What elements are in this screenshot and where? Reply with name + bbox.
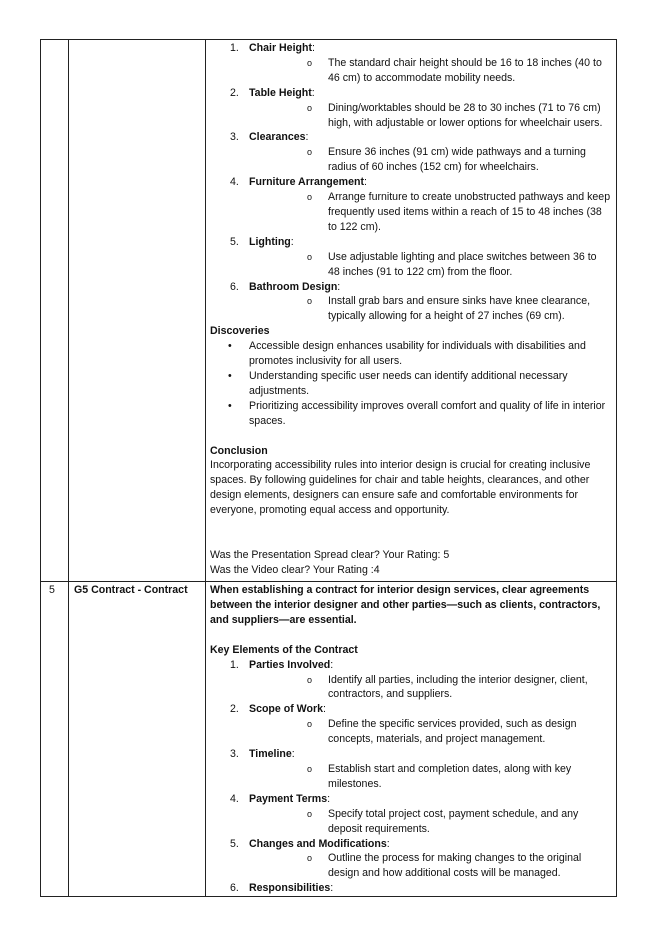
list-item: o Use adjustable lighting and place switches between 36 to 48 inches (91 to 122 cm) from the floor. [307,250,597,278]
discoveries-heading: Discoveries [210,325,270,338]
list-item: 2. Scope of Work: o Define the specific services provided, such as design concepts, materials, and project management. [210,702,611,747]
key-elements-heading: Key Elements of the Contract [210,643,358,656]
circle-bullet-icon: o [307,251,313,262]
list-item: 2. Table Height: o Dining/worktables should be 28 to 30 inches (71 to 76 cm) high, with adjustable or lower options for wheelchair users. [210,86,611,131]
list-item: o Arrange furniture to create unobstructed pathways and keep frequently used items within a reach of 15 to 48 inches (38 to 122 cm). [307,191,611,233]
video-rating: Was the Video clear? Your Rating :4 [210,564,380,576]
list-item: 1. Chair Height: o The standard chair height should be 16 to 18 inches (40 to 46 cm) to accommodate mobility needs. [210,41,611,86]
list-item: o Specify total project cost, payment schedule, and any deposit requirements. [307,807,579,835]
circle-bullet-icon: o [307,719,313,730]
presentation-rating: Was the Presentation Spread clear? Your Rating: 5 [210,549,450,562]
contract-intro: When establishing a contract for interior design services, clear agreements between the interior designer and other parties—such as clients, contractors, and suppliers—are essential. [210,584,601,626]
list-item: 4. Furniture Arrangement: o Arrange furniture to create unobstructed pathways and keep frequently used items within a reach of 15 to 48 inches (38 to 122 cm). [230,176,611,233]
circle-bullet-icon: o [307,808,313,819]
circle-bullet-icon: o [307,296,313,307]
bullet-icon: • [228,340,232,353]
list-item: o The standard chair height should be 16 to 18 inches (40 to 46 cm) to accommodate mobility needs. [307,56,602,84]
table-row [41,582,617,897]
list-item: • Accessible design enhances usability for individuals with disabilities and promotes inclusivity for all users. [228,340,586,368]
list-item: o Identify all parties, including the interior designer, client, contractors, and suppliers. [307,673,588,701]
accessibility-steps-list [210,41,611,324]
row-topic-cell: G5 Contract - Contract [69,582,206,897]
circle-bullet-icon: o [307,147,313,158]
row-number-cell [41,40,69,582]
list-item: 6. Bathroom Design: o Install grab bars and ensure sinks have knee clearance, typically allowing for a height of 27 inches (69 cm). [210,280,611,325]
list-item: o Dining/worktables should be 28 to 30 inches (71 to 76 cm) high, with adjustable or lower options for wheelchair users. [307,101,603,129]
list-item: • Prioritizing accessibility improves overall comfort and quality of life in interior spaces. [228,399,606,427]
conclusion-text: Incorporating accessibility rules into interior design is crucial for creating inclusive spaces. By following guidelines for chair and table heights, clearances, and other design elements, designers can ensure safe and comfortable environments for everyone, promoting equal access and opportunity. [210,459,591,517]
content-table [40,39,617,897]
list-item: o Ensure 36 inches (91 cm) wide pathways and a turning radius of 60 inches (152 cm) for wheelchairs. [307,146,586,174]
circle-bullet-icon: o [307,192,313,203]
list-item: 3. Clearances: o Ensure 36 inches (91 cm) wide pathways and a turning radius of 60 inches (152 cm) for wheelchairs. [210,130,611,175]
list-item: o Define the specific services provided, such as design concepts, materials, and project management. [307,718,577,746]
circle-bullet-icon: o [307,763,313,774]
list-item: 3. Timeline: o Establish start and completion dates, along with key milestones. [210,747,611,792]
list-item: 6. Responsibilities: [230,882,334,895]
conclusion-heading: Conclusion [210,444,268,457]
circle-bullet-icon: o [307,57,313,68]
list-item: 5. Changes and Modifications: o Outline the process for making changes to the original design and how additional costs will be managed. [210,837,611,882]
contract-steps-list [210,658,611,897]
circle-bullet-icon: o [307,102,313,113]
list-item: 4. Payment Terms: o Specify total project cost, payment schedule, and any deposit requirements. [210,792,611,837]
list-item: 5. Lighting: o Use adjustable lighting and place switches between 36 to 48 inches (91 to 122 cm) from the floor. [210,235,611,280]
bullet-icon: • [228,399,232,412]
table-row [41,40,617,582]
row-content-cell [206,40,617,582]
list-item: o Establish start and completion dates, along with key milestones. [307,762,572,790]
discoveries-list [210,339,611,428]
list-item: 1. Parties Involved: o Identify all parties, including the interior designer, client, contractors, and suppliers. [210,658,611,703]
bullet-icon: • [228,369,232,382]
list-item: o Outline the process for making changes to the original design and how additional costs will be managed. [307,852,582,880]
row-number-cell: 5 [41,582,69,897]
list-item: • Understanding specific user needs can identify additional necessary adjustments. [228,369,568,397]
row-content-cell [206,582,617,897]
circle-bullet-icon: o [307,853,313,864]
row-topic-cell [69,40,206,582]
list-item: o Install grab bars and ensure sinks have knee clearance, typically allowing for a height of 27 inches (69 cm). [307,295,591,323]
circle-bullet-icon: o [307,674,313,685]
